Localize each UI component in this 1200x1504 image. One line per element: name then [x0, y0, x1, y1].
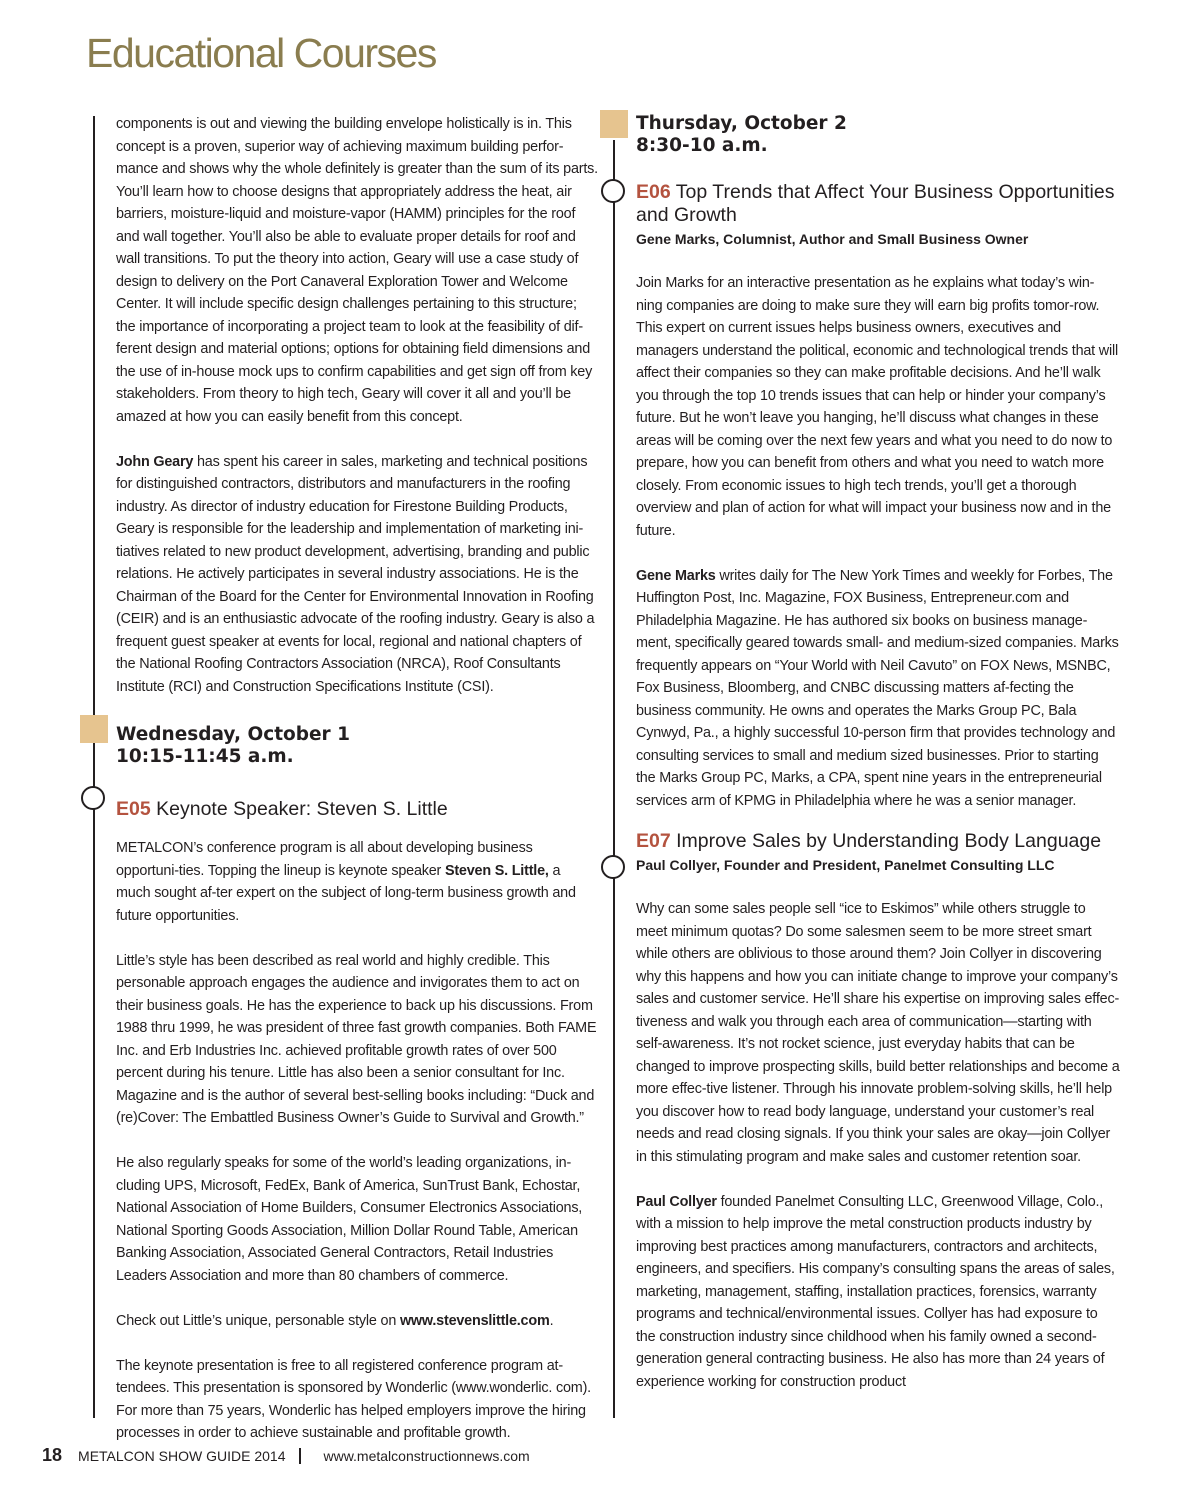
course-title: Keynote Speaker: Steven S. Little [156, 798, 448, 820]
text-run: a much sought af-ter expert on the subject of long-term business growth and future opportunities. [116, 862, 576, 924]
day-label: Thursday, October 2 [636, 113, 847, 134]
course-code: E05 [116, 798, 151, 820]
speaker-name: Steven S. Little, [444, 862, 549, 879]
e07-paragraph-1: Why can some sales people sell “ice to Eskimos” while others struggle to meet minimum quotas? Do some salesmen seem to be more street smart while others are oblivious to those around them? Join Collyer in discovering why this happens and how you can initiate change to improve your company’s sales and customer service. He’ll share his expertise on improving sales effec-tiveness and walk you through each area of communication—starting with self-awareness. It’s not rocket science, just everyday habits that can be changed to improve prospecting skills, build better relationships and become a more effec-tive listener. Through his innovate problem-solving skills, he’ll help you discover how to read body language, understand your customer’s real needs and read closing signals. If you think your sales are okay—join Collyer in this stimulating program and make sales and customer retention soar. [636, 901, 1120, 1165]
e06-paragraph-1: Join Marks for an interactive presentation as he explains what today’s win-ning companies are doing to make sure they will earn big profits tomor-row. This expert on current issues helps business owners, executives and managers understand the political, economic and technological trends that will affect their companies so they can make profitable decisions. And he’ll walk you through the top 10 trends issues that can help or hinder your company’s future. But he won’t leave you hanging, he’ll discuss what changes in these areas will be coming over the next few years and what you need to do now to prepare, how you can benefit from others and what you need to watch more closely. From economic issues to high tech trends, you’ll get a thorough overview and plan of action for what will impact your business now and in the future. [636, 275, 1118, 539]
time-label: 10:15-11:45 a.m. [116, 746, 294, 767]
bio-text: founded Panelmet Consulting LLC, Greenwood Village, Colo., with a mission to help improve the metal construction products industry by improving best practices among manufacturers, contractors and architects, engineers, and specifiers. His company’s consulting spans the areas of sales, marketing, management, staffing, installation practices, forensics, warranty programs and technical/environmental issues. Collyer has had exposure to the construction industry since childhood when his family owned a second-generation general contracting business. He also has more than 24 years of experience working for construction product [636, 1193, 1115, 1390]
course-title: Top Trends that Affect Your Business Opportunities and Growth [636, 181, 1115, 226]
speaker-line-e07: Paul Collyer, Founder and President, Panelmet Consulting LLC [636, 857, 1055, 873]
text-run: . [549, 1312, 554, 1329]
speaker-line-e06: Gene Marks, Columnist, Author and Small Business Owner [636, 231, 1029, 247]
timeline-rail-left [93, 116, 95, 1418]
course-marker-e06 [601, 179, 625, 203]
course-heading-e05 [116, 798, 598, 821]
course-marker-e07 [601, 855, 625, 879]
course-marker-e05 [81, 786, 105, 810]
bio-name: John Geary [116, 453, 194, 470]
page-title: Educational Courses [86, 30, 436, 76]
day-heading-thursday [636, 113, 1120, 157]
footer-website[interactable]: www.metalconstructionnews.com [323, 1448, 530, 1464]
course-heading-e06 [636, 181, 1120, 227]
text-run: Check out Little’s unique, personable style on [116, 1312, 400, 1329]
e05-paragraph-5: The keynote presentation is free to all registered conference program at-tendees. This presentation is sponsored by Wonderlic (www.wonderlic. com). For more than 75 years, Wonderlic has helped employers improve the hiring processes in order to achieve sustainable and profitable growth. [116, 1357, 591, 1441]
e05-paragraph-3: He also regularly speaks for some of the world’s leading organizations, in-cluding UPS, Microsoft, FedEx, Bank of America, SunTrust Bank, Echostar, National Association of Home Builders, Consumer Electronics Associations, National Sporting Goods Association, Million Dollar Round Table, American Banking Association, Associated General Contractors, Retail Industries Leaders Association and more than 80 chambers of commerce. [116, 1155, 583, 1284]
page-footer [42, 1445, 530, 1466]
footer-divider [299, 1448, 301, 1464]
right-column [636, 113, 1120, 1393]
e07-bio [636, 1191, 1120, 1394]
publication-name: METALCON SHOW GUIDE 2014 [78, 1448, 286, 1464]
e05-paragraph-2: Little’s style has been described as real world and highly credible. This personable approach engages the audience and invigorates them to act on their business goals. He has the experience to back up his discussions. From 1988 thru 1999, he was president of three fast growth companies. Both FAME Inc. and Erb Industries Inc. achieved profitable growth rates of over 500 percent during his tenure. Little has also been a senior consultant for Inc. Magazine and is the author of several best-selling books including: “Duck and (re)Cover: The Embattled Business Owner’s Guide to Survival and Growth.” [116, 952, 597, 1126]
course-code: E06 [636, 181, 671, 203]
day-marker-wednesday [80, 715, 108, 743]
e05-paragraph-4 [116, 1310, 598, 1333]
day-heading-wednesday [116, 724, 598, 768]
e06-bio [636, 565, 1120, 813]
website-link[interactable]: www.stevenslittle.com [399, 1312, 550, 1329]
e05-paragraph-1 [116, 837, 598, 927]
page-number: 18 [42, 1445, 63, 1465]
day-marker-thursday [600, 110, 628, 138]
bio-text: has spent his career in sales, marketing and technical positions for distinguished contractors, distributors and manufacturers in the roofing industry. As director of industry education for Firestone Building Products, Geary is responsible for the leadership and implementation of marketing ini-tiatives related to new product development, advertising, branding and public relations. He actively participates in several industry associations. He is the Chairman of the Board for the Center for Environmental Innovation in Roofing (CEIR) and is an enthusiastic advocate of the roofing industry. Geary is also a frequent guest speaker at events for local, regional and national chapters of the National Roofing Contractors Association (NRCA), Roof Consultants Institute (RCI) and Construction Specifications Institute (CSI). [116, 453, 595, 695]
course-title: Improve Sales by Understanding Body Language [676, 830, 1102, 852]
course-heading-e07 [636, 830, 1120, 853]
time-label: 8:30-10 a.m. [636, 135, 768, 156]
bio-name: Paul Collyer [636, 1193, 717, 1210]
course-code: E07 [636, 830, 671, 852]
left-column [116, 113, 598, 1445]
geary-bio [116, 451, 598, 699]
day-label: Wednesday, October 1 [116, 724, 350, 745]
text-run: METALCON’s conference program is all about developing business opportuni-ties. Topping the lineup is keynote speaker [116, 840, 533, 879]
timeline-rail-right [613, 140, 615, 1418]
bio-text: writes daily for The New York Times and weekly for Forbes, The Huffington Post, Inc. Magazine, FOX Business, Entrepreneur.com and Philadelphia Magazine. He has authored six books on business manage-ment, specifically geared towards small- and medium-sized companies. Marks frequently appears on “Your World with Neil Cavuto” on FOX News, MSNBC, Fox Business, Bloomberg, and CNBC discussing matters af-fecting the business community. He owns and operates the Marks Group PC, Bala Cynwyd, Pa., a highly successful 10-person firm that provides technology and consulting services to small and medium sized businesses. Prior to starting the Marks Group PC, Marks, a CPA, spent nine years in the entrepreneurial services arm of KPMG in Philadelphia where he was a senior manager. [636, 567, 1119, 809]
intro-paragraph: components is out and viewing the building envelope holistically is in. This concept is a proven, superior way of achieving maximum building perfor-mance and shows why the whole definitely is greater than the sum of its parts. You’ll learn how to choose designs that appropriately address the heat, air barriers, moisture-liquid and moisture-vapor (HAMM) principles for the roof and wall together. You’ll also be able to evaluate proper details for roof and wall transitions. To put the theory into action, Geary will use a case study of design to delivery on the Port Canaveral Exploration Tower and Welcome Center. It will include specific design challenges pertaining to this structure; the importance of incorporating a project team to look at the feasibility of dif-ferent design and material options; options for obtaining field dimensions and the use of in-house mock ups to confirm capabilities and get sign off from key stakeholders. From theory to high tech, Geary will cover it all and you’ll be amazed at how you can easily benefit from this concept. [116, 116, 598, 425]
bio-name: Gene Marks [636, 567, 716, 584]
